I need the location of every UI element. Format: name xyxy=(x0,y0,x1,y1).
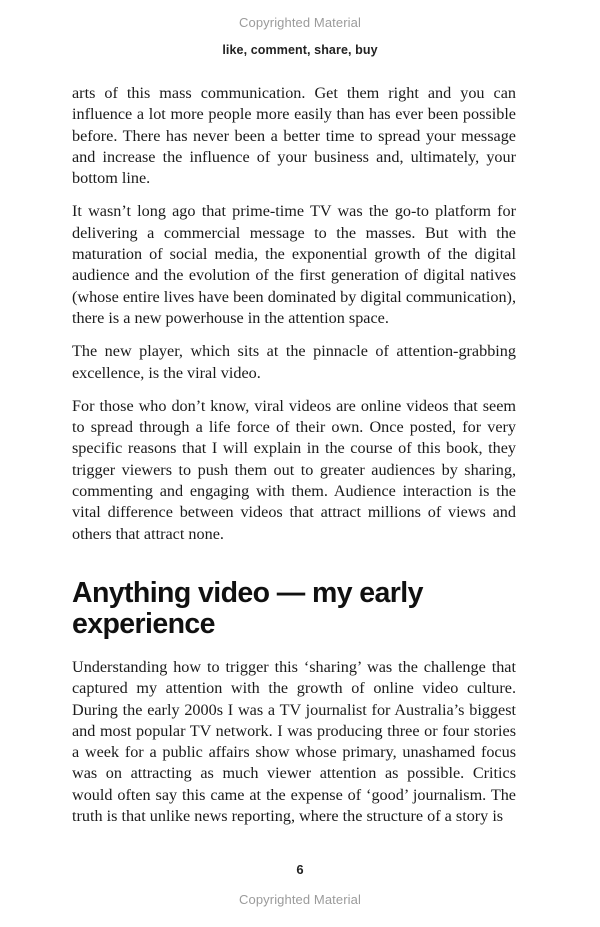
paragraph-3: The new player, which sits at the pinnacle of attention-grabbing excellence, is the viral video. xyxy=(72,342,516,382)
copyright-watermark-bottom: Copyrighted Material xyxy=(239,892,361,907)
copyright-watermark-top: Copyrighted Material xyxy=(239,15,361,30)
paragraph-2: It wasn’t long ago that prime-time TV was the go-to platform for delivering a commercial message to the masses. But with the maturation of social media, the exponential growth of the digital audience and the evolution of the first generation of digital natives (whose entire lives have been dominated by digital communication), there is a new powerhouse in the attention space. xyxy=(72,202,516,327)
paragraph-4: For those who don’t know, viral videos are online videos that seem to spread through a life force of their own. Once posted, for very specific reasons that I will explain in the course of this book, they trigger viewers to push them out to greater audiences by sharing, commenting and engaging with them. Audience interaction is the vital difference between videos that attract millions of views and others that attract none. xyxy=(72,396,516,543)
running-head: like, comment, share, buy xyxy=(222,43,378,57)
paragraph-1: arts of this mass communication. Get them right and you can influence a lot more people more easily than has ever been possible before. There has never been a better time to spread your message and increase the influence of your business and, ultimately, your bottom line. xyxy=(72,84,516,188)
body-text xyxy=(72,83,516,557)
section-heading: Anything video — my early experience xyxy=(72,577,423,640)
page-number: 6 xyxy=(296,862,304,877)
section-paragraph: Understanding how to trigger this ‘sharing’ was the challenge that captured my attention with the growth of online video culture. During the early 2000s I was a TV journalist for Australia’s biggest and most popular TV network. I was producing three or four stories a week for a public affairs show whose primary, unashamed focus was on attracting as much viewer attention as possible. Critics would often say this came at the expense of ‘good’ journalism. The truth is that unlike news reporting, where the structure of a story is xyxy=(72,658,516,826)
